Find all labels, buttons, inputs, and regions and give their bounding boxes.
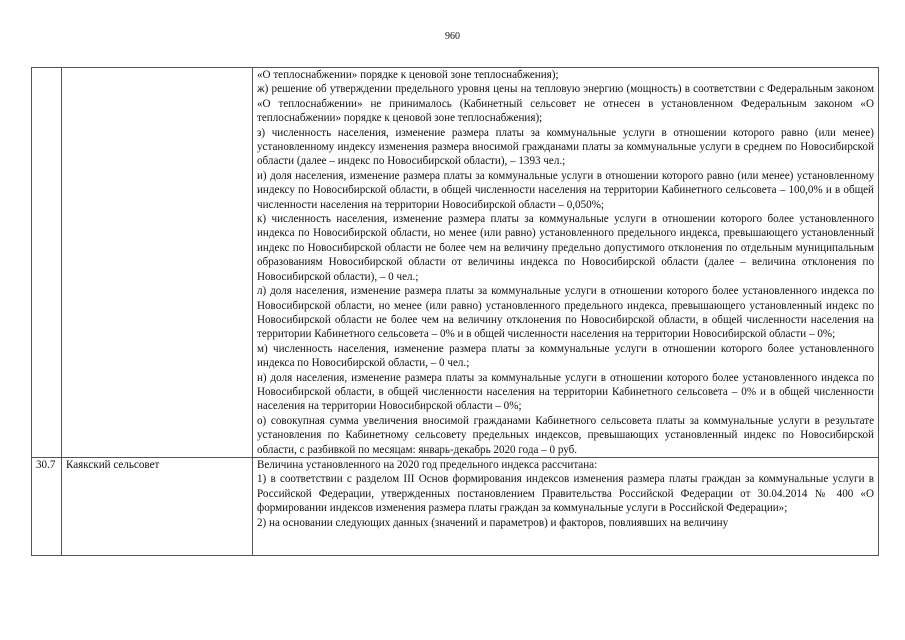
- row-number-cell: 30.7: [32, 457, 62, 555]
- table-row: [32, 457, 879, 555]
- table-row: [32, 68, 879, 458]
- municipality-name-cell: Каякский сельсовет: [62, 457, 253, 555]
- description-cell: [253, 68, 879, 458]
- paragraph: з) численность населения, изменение размера платы за коммунальные услуги в отношении которого равно (или менее) установленному индексу изменения размера вносимой гражданами платы за коммунальные услуги в среднем по Новосибирской области (далее – индекс по Новосибирской области), – 1393 чел.;: [257, 126, 874, 168]
- page-number: 960: [445, 31, 460, 42]
- paragraph: 2) на основании следующих данных (значений и параметров) и факторов, повлиявших на величину: [257, 516, 729, 529]
- description-cell: [253, 457, 879, 555]
- municipal-index-table: [31, 67, 879, 556]
- paragraph: о) совокупная сумма увеличения вносимой гражданами Кабинетного сельсовета платы за коммунальные услуги в результате установления по Кабинетному сельсовету предельных индексов, превышающих установленный индекс по Новосибирской области, с разбивкой по месяцам: январь-декабрь 2020 года – 0 руб.: [257, 414, 874, 456]
- paragraph: ж) решение об утверждении предельного уровня цены на тепловую энергию (мощность) в соответствии с Федеральным законом «О теплоснабжении» не принималось (Кабинетный сельсовет не отнесен в установленном Федеральным законом «О теплоснабжении» порядке к ценовой зоне теплоснабжения);: [257, 83, 874, 125]
- paragraph: н) доля населения, изменение размера платы за коммунальные услуги в отношении которого более установленного индекса по Новосибирской области, в общей численности населения на территории Кабинетного сельсовета – 0% и в общей численности населения на территории Новосибирской области – 0%;: [257, 371, 874, 413]
- paragraph: Величина установленного на 2020 год предельного индекса рассчитана:: [257, 458, 598, 471]
- paragraph: и) доля населения, изменение размера платы за коммунальные услуги в отношении которого равно (или менее) установленному индексу по Новосибирской области, в общей численности населения на территории Кабинетного сельсовета – 100,0% и в общей численности населения на территории Новосибирской области – 0,050%;: [257, 169, 874, 211]
- paragraph: м) численность населения, изменение размера платы за коммунальные услуги в отношении которого более установленного индекса по Новосибирской области, – 0 чел.;: [257, 342, 874, 370]
- paragraph: л) доля населения, изменение размера платы за коммунальные услуги в отношении которого более установленного индекса по Новосибирской области, но менее (или равно) установленного предельного индекса, превышающего установленный индекс по Новосибирской области не более чем на величину отклонения по Новосибирской области, в общей численности населения на территории Кабинетного сельсовета – 0% и в общей численности населения на территории Новосибирской области – 0%;: [257, 285, 874, 341]
- paragraph: «О теплоснабжении» порядке к ценовой зоне теплоснабжения);: [257, 69, 559, 81]
- paragraph: к) численность населения, изменение размера платы за коммунальные услуги в отношении которого более установленного индекса по Новосибирской области, но менее (или равно) установленного предельного индекса, превышающего установленный индекс по Новосибирской области не более чем на величину предельно допустимого отклонения по отдельным муниципальным образованиям Новосибирской области от величины индекса по Новосибирской области (далее – величина отклонения по Новосибирской области), – 0 чел.;: [257, 213, 874, 283]
- row-number-cell: [32, 68, 62, 458]
- paragraph: 1) в соответствии с разделом III Основ формирования индексов изменения размера платы граждан за коммунальные услуги в Российской Федерации, утвержденных постановлением Правительства Российской Федерации от 30.04.2014 № 400 «О формировании индексов изменения размера платы граждан за коммунальные услуги в Российской Федерации»;: [257, 473, 874, 515]
- municipality-name-cell: [62, 68, 253, 458]
